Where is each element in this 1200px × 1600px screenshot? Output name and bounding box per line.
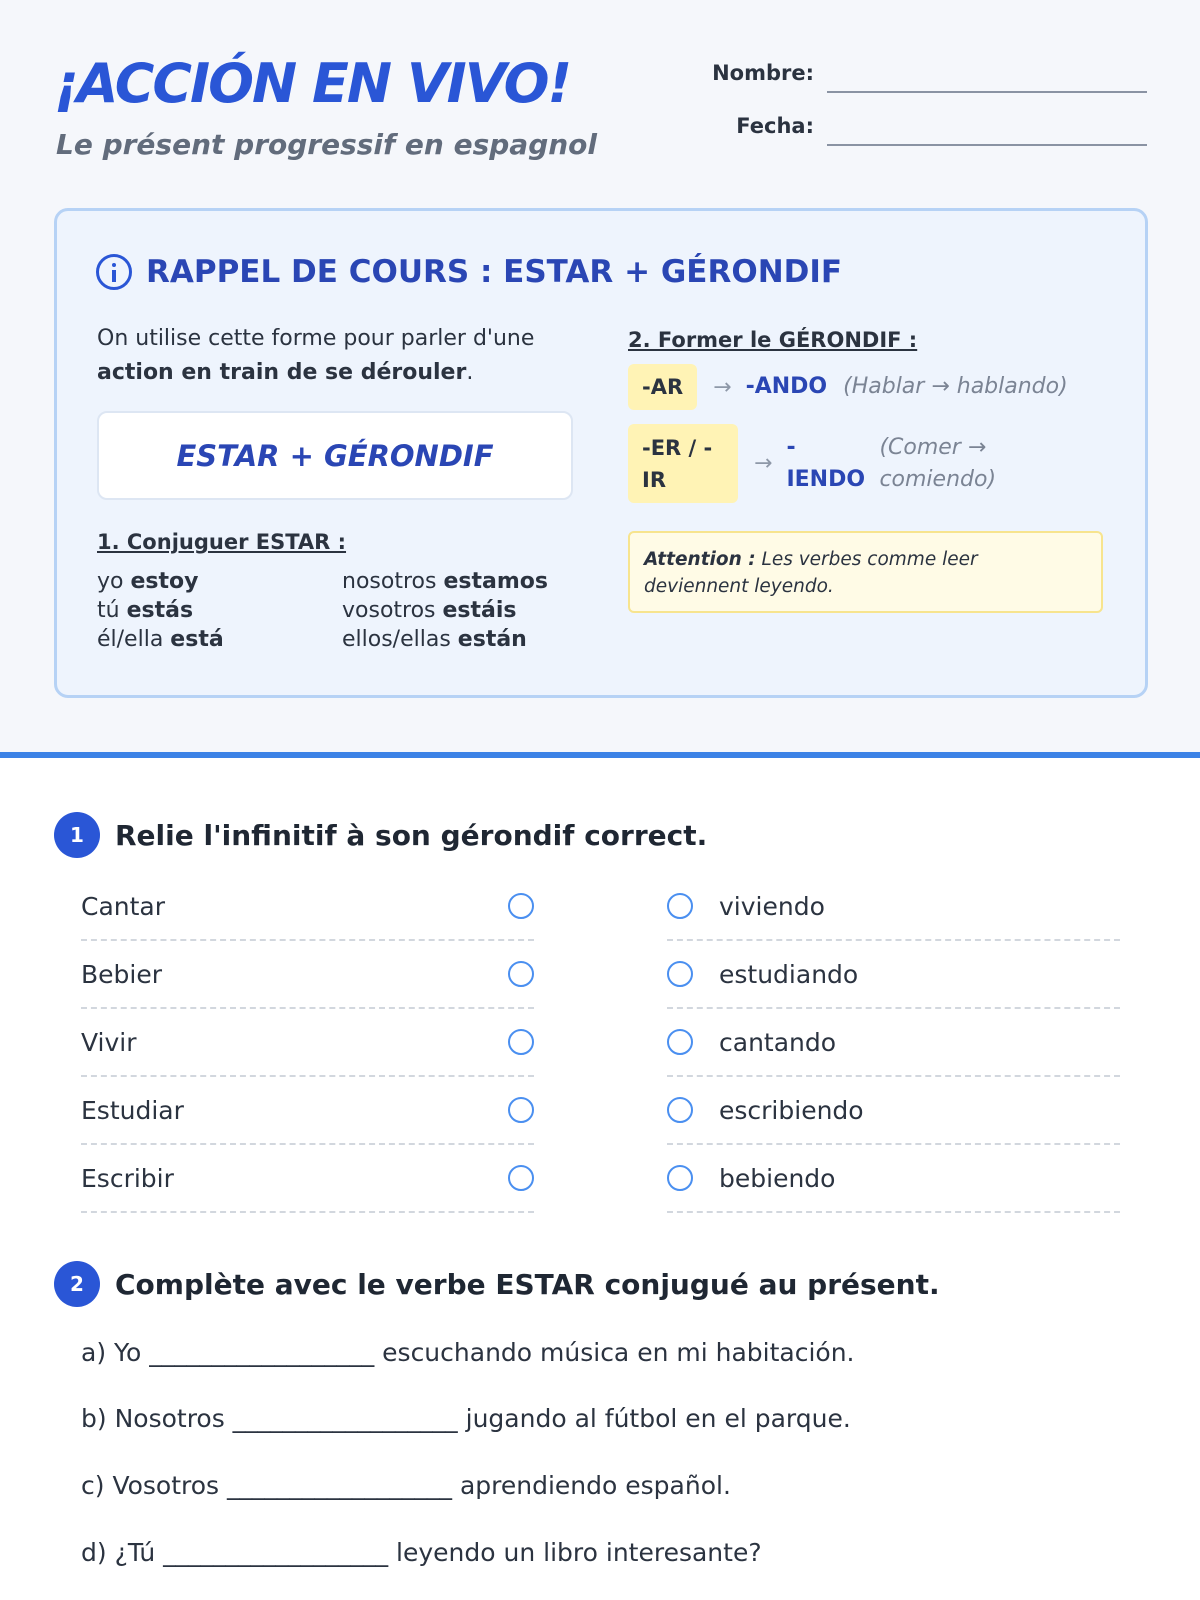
match-dot[interactable]	[667, 1029, 693, 1055]
fill-in-sentence[interactable]: a) Yo __________________ escuchando música en mi habitación.	[81, 1338, 855, 1367]
conj-vosotros: vosotros estáis	[342, 598, 517, 623]
match-dot[interactable]	[508, 1029, 534, 1055]
attention-label: Attention :	[644, 549, 756, 570]
gerund-label: estudiando	[719, 959, 859, 989]
match-dot[interactable]	[508, 1097, 534, 1123]
name-field[interactable]	[827, 91, 1147, 93]
suffix-ando: -ANDO	[745, 374, 828, 399]
infinitive-label: Cantar	[81, 891, 166, 921]
formula-box	[97, 411, 573, 500]
date-label: Fecha:	[736, 114, 814, 138]
match-left-item	[81, 1145, 534, 1213]
arrow-icon: →	[713, 374, 732, 400]
intro-end: .	[466, 360, 474, 385]
ending-er-ir: -ER / - IR	[628, 424, 738, 503]
match-dot[interactable]	[508, 961, 534, 987]
conjugation-heading: 1. Conjuguer ESTAR :	[97, 530, 347, 554]
fill-in-sentence[interactable]: b) Nosotros __________________ jugando al fútbol en el parque.	[81, 1404, 851, 1433]
rule-ar	[628, 364, 1068, 410]
conj-yo: yo estoy	[97, 569, 199, 594]
suffix-iendo: - IENDO	[786, 434, 866, 492]
section-divider	[0, 752, 1200, 758]
exercise-2-number: 2	[54, 1261, 100, 1307]
recap-intro	[97, 322, 567, 390]
infinitive-label: Bebier	[81, 959, 163, 989]
info-icon	[96, 254, 132, 290]
example-hablar: (Hablar → hablando)	[843, 374, 1068, 399]
formula-text: ESTAR + GÉRONDIF	[176, 438, 494, 473]
gerund-heading: 2. Former le GÉRONDIF :	[628, 328, 918, 352]
recap-heading	[96, 254, 842, 290]
fill-in-sentence[interactable]: c) Vosotros __________________ aprendiendo español.	[81, 1471, 731, 1500]
match-dot[interactable]	[508, 1165, 534, 1191]
match-dot[interactable]	[508, 893, 534, 919]
match-dot[interactable]	[667, 961, 693, 987]
name-label: Nombre:	[712, 61, 814, 85]
gerund-label: cantando	[719, 1027, 837, 1057]
match-left-item	[81, 1009, 534, 1077]
attention-text: Les verbes comme leer deviennent leyendo.	[644, 549, 978, 597]
gerund-label: viviendo	[719, 891, 825, 921]
date-field[interactable]	[827, 144, 1147, 146]
match-right-item	[667, 1009, 1120, 1077]
exercise-2-instruction: Complète avec le verbe ESTAR conjugué au présent.	[115, 1267, 940, 1301]
fill-in-sentence[interactable]: d) ¿Tú __________________ leyendo un libro interesante?	[81, 1538, 762, 1567]
intro-text: On utilise cette forme pour parler d'une	[97, 326, 535, 351]
gerund-label: escribiendo	[719, 1095, 864, 1125]
match-right-item	[667, 1145, 1120, 1213]
conj-el: él/ella está	[97, 627, 224, 652]
ending-ar: -AR	[628, 364, 697, 410]
rule-er-ir	[628, 424, 996, 503]
infinitive-label: Estudiar	[81, 1095, 184, 1125]
match-dot[interactable]	[667, 1097, 693, 1123]
match-left-item	[81, 1077, 534, 1145]
conj-ellos: ellos/ellas están	[342, 627, 527, 652]
recap-title: RAPPEL DE COURS : ESTAR + GÉRONDIF	[146, 254, 843, 290]
page-title: ¡ACCIÓN EN VIVO!	[54, 52, 571, 115]
infinitive-label: Escribir	[81, 1163, 174, 1193]
exercise-2-heading	[54, 1261, 940, 1307]
match-right-item	[667, 941, 1120, 1009]
arrow-icon: →	[754, 451, 773, 476]
conj-tu: tú estás	[97, 598, 194, 623]
exercise-1-heading	[54, 812, 707, 858]
match-right-item	[667, 873, 1120, 941]
conjugation-table	[97, 567, 567, 654]
match-dot[interactable]	[667, 1165, 693, 1191]
match-dot[interactable]	[667, 893, 693, 919]
page-subtitle: Le présent progressif en espagnol	[56, 128, 598, 161]
match-left-item	[81, 941, 534, 1009]
attention-note	[628, 531, 1103, 613]
exercise-1-instruction: Relie l'infinitif à son gérondif correct.	[115, 818, 708, 852]
exercise-1-number: 1	[54, 812, 100, 858]
conj-nosotros: nosotros estamos	[342, 569, 548, 594]
match-left-item	[81, 873, 534, 941]
example-comer: (Comer → comiendo)	[879, 434, 997, 492]
gerund-label: bebiendo	[719, 1163, 836, 1193]
match-right-item	[667, 1077, 1120, 1145]
intro-bold: action en train de se dérouler	[97, 360, 467, 385]
infinitive-label: Vivir	[81, 1027, 137, 1057]
